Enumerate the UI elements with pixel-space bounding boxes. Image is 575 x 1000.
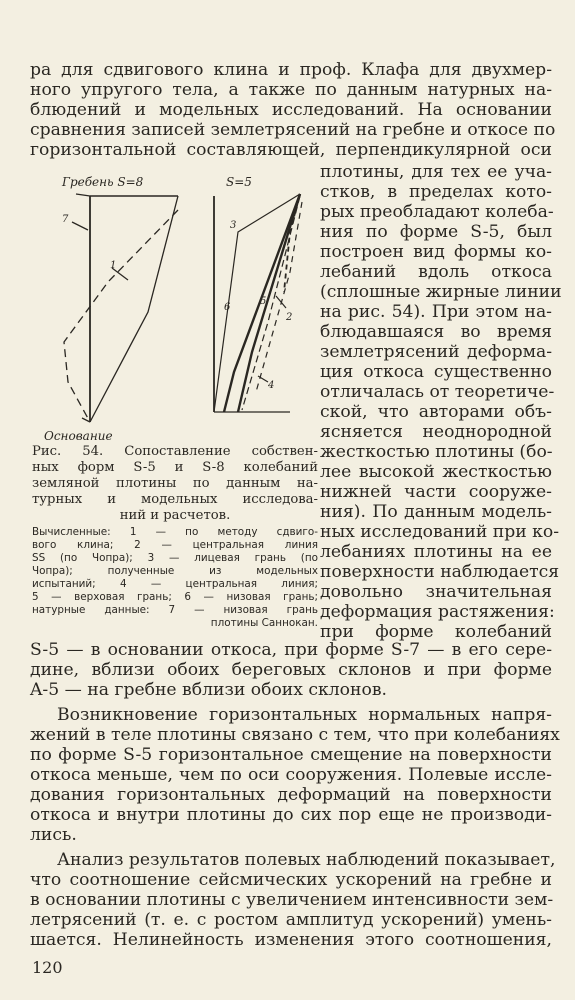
text-line: сравнения записей землетрясений на гребне и откосе по bbox=[30, 120, 556, 140]
leader-4 bbox=[258, 376, 268, 382]
text-line: отличалась от теоретиче- bbox=[320, 382, 555, 402]
text-line: построен вид формы ко- bbox=[320, 242, 552, 262]
curve-number: 5 bbox=[260, 296, 267, 307]
text-line: лебаний вдоль откоса bbox=[320, 262, 552, 282]
text-line: жесткостью плотины (бо- bbox=[320, 442, 553, 462]
curve-number: 1 bbox=[110, 260, 117, 271]
text-line: лебаниях плотины на ее bbox=[320, 542, 552, 562]
leader-2 bbox=[276, 296, 286, 308]
text-line: рых преобладают колеба- bbox=[320, 202, 554, 222]
text-line: плотины, для тех ее уча- bbox=[320, 162, 552, 182]
figure-caption-line: ных форм S-5 и S-8 колебаний bbox=[32, 460, 318, 475]
figure-label-s5: S=5 bbox=[226, 175, 252, 189]
curve-2 bbox=[242, 196, 300, 410]
text-line: лее высокой жесткостью bbox=[320, 462, 552, 482]
text-line: стков, в пределах кото- bbox=[320, 182, 552, 202]
text-line: нижней части сооруже- bbox=[320, 482, 552, 502]
text-line: поверхности наблюдается bbox=[320, 562, 560, 582]
text-line: по форме S-5 горизонтальное смещение на поверхности bbox=[30, 745, 552, 765]
figure-legend-line: Чопра); полученные из модельных bbox=[32, 565, 318, 577]
text-line: что соотношение сейсмических ускорений на гребне и bbox=[30, 870, 552, 890]
text-line: ясняется неоднородной bbox=[320, 422, 552, 442]
curve-dashed-left bbox=[64, 210, 178, 422]
text-line: при форме колебаний bbox=[320, 622, 552, 642]
text-line: летрясений (т. е. с ростом амплитуд ускорений) умень- bbox=[30, 910, 552, 930]
figure-legend-line: Вычисленные: 1 — по методу сдвиго- bbox=[32, 526, 318, 538]
text-line: Анализ результатов полевых наблюдений показывает, bbox=[57, 850, 556, 870]
figure-caption-line: ний и расчетов. bbox=[119, 508, 231, 523]
text-line: лись. bbox=[30, 825, 77, 845]
curve-number: 2 bbox=[286, 312, 293, 323]
text-line: шается. Нелинейность изменения этого соотношения, bbox=[30, 930, 552, 950]
curve-number: 6 bbox=[224, 302, 231, 313]
figure-caption-line: Рис. 54. Сопоставление собствен- bbox=[32, 444, 318, 459]
base-tick bbox=[82, 418, 90, 422]
text-line: ция откоса существенно bbox=[320, 362, 552, 382]
figure-caption-line: турных и модельных исследова- bbox=[32, 492, 318, 507]
text-line: откоса меньше, чем по оси сооружения. Полевые иссле- bbox=[30, 765, 552, 785]
curve-dash-top bbox=[284, 194, 300, 292]
text-line: ных исследований при ко- bbox=[320, 522, 560, 542]
figure-legend-line: плотины Саннокан. bbox=[210, 617, 318, 629]
figure-legend-line: SS (по Чопра); 3 — лицевая грань (по bbox=[32, 552, 318, 564]
figure-legend-line: испытаний; 4 — центральная линия; bbox=[32, 578, 318, 590]
text-line: дине, вблизи обоих береговых склонов и при форме bbox=[30, 660, 552, 680]
text-line: Возникновение горизонтальных нормальных напря- bbox=[57, 705, 552, 725]
curve-number: 3 bbox=[230, 220, 237, 231]
text-line: жений в теле плотины связано с тем, что при колебаниях bbox=[30, 725, 560, 745]
curve-number: 7 bbox=[62, 214, 69, 225]
figure-label-crest: Гребень S=8 bbox=[62, 175, 144, 189]
text-line: блюдавшаяся во время bbox=[320, 322, 552, 342]
curve-1 bbox=[90, 196, 178, 422]
crest-tick bbox=[76, 194, 90, 196]
figure-legend-line: вого клина; 2 — центральная линия bbox=[32, 539, 318, 551]
figure-label-base: Основание bbox=[44, 429, 113, 442]
text-line: ской, что авторами объ- bbox=[320, 402, 552, 422]
figure-legend-line: натурные данные: 7 — низовая грань bbox=[32, 604, 318, 616]
figure-legend-line: 5 — верховая грань; 6 — низовая грань; bbox=[32, 591, 318, 603]
text-line: блюдений и модельных исследований. На основании bbox=[30, 100, 552, 120]
page-number: 120 bbox=[32, 958, 63, 977]
text-line: S-5 — в основании откоса, при форме S-7 — в его сере- bbox=[30, 640, 552, 660]
text-line: довольно значительная bbox=[320, 582, 552, 602]
text-line: A-5 — на гребне вблизи обоих склонов. bbox=[30, 680, 387, 700]
curve-number: 4 bbox=[268, 380, 275, 391]
text-line: ного упругого тела, а также по данным натурных на- bbox=[30, 80, 552, 100]
text-line: ния). По данным модель- bbox=[320, 502, 552, 522]
text-line: землетрясений деформа- bbox=[320, 342, 552, 362]
figure-caption-line: земляной плотины по данным на- bbox=[32, 476, 318, 491]
text-line: ния по форме S-5, был bbox=[320, 222, 552, 242]
leader-7 bbox=[72, 222, 88, 230]
text-line: на рис. 54). При этом на- bbox=[320, 302, 552, 322]
text-line: горизонтальной составляющей, перпендикулярной оси bbox=[30, 140, 552, 160]
text-line: откоса и внутри плотины до сих пор еще не производи- bbox=[30, 805, 552, 825]
text-line: ра для сдвигового клина и проф. Клафа для двухмер- bbox=[30, 60, 552, 80]
dam-vibration-figure bbox=[28, 172, 320, 442]
text-line: (сплошные жирные линии bbox=[320, 282, 562, 302]
left-diagram bbox=[64, 194, 178, 422]
text-line: деформация растяжения: bbox=[320, 602, 555, 622]
text-line: в основании плотины с увеличением интенсивности зем- bbox=[30, 890, 554, 910]
text-line: дования горизонтальных деформаций на поверхности bbox=[30, 785, 552, 805]
